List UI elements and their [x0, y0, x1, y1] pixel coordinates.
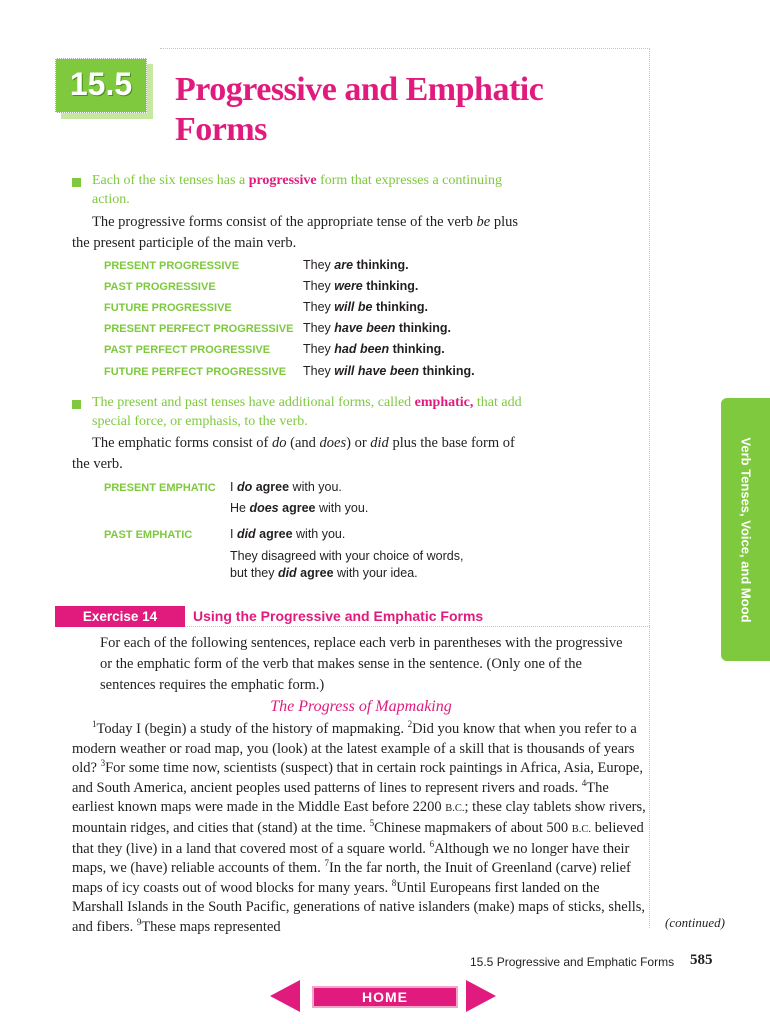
form-example: They will have been thinking.	[303, 364, 475, 378]
form-label: PRESENT EMPHATIC	[104, 482, 216, 494]
form-example: They will be thinking.	[303, 300, 429, 314]
form-example: They disagreed with your choice of words,	[230, 549, 464, 563]
exercise-instructions: For each of the following sentences, replace each verb in parentheses with the progressive or the emphatic form of the verb that makes sense in the sentence. (Only one of the sentences requires the emphatic form.)	[100, 635, 623, 693]
story-paragraph: $^1$Today I (begin) a study of the history of mapmaking. $^2$Did you know that when you refer to a modern weather or road map, you (look) at the latest example of a skill that is thousands of years old? $^3$For some time now, scientists (suspect) that in certain rock paintings in Africa, Asia, Europe, and South America, ancient peoples used patterns of lines to represent rivers and roads. $^4$The earliest known maps were made in the Middle East before 2200 B.C.; these clay tablets show rivers, mountain ridges, and cities that (stand) at the time. $^5$Chinese mapmakers of about 500 B.C. believed that they (live) in a land that covered most of a square world. $^6$Although we no longer have their maps, we (have) reliable accounts of them. $^7$In the far north, the Inuit of Greenland (carve) relief maps of icy coasts out of wood blocks for many years. $^8$Until Europeans first landed on the Marshall Islands in the South Pacific, generations of native islanders (make) maps of sticks, shells, and fibers. $^9$These maps represented	[72, 719, 646, 935]
form-label: PAST PROGRESSIVE	[104, 281, 216, 293]
square-bullet-icon	[72, 178, 81, 187]
form-label: FUTURE PERFECT PROGRESSIVE	[104, 366, 287, 378]
rule-emphatic: The present and past tenses have additional forms, called emphatic, that add special force, or emphasis, to the verb.	[92, 395, 522, 429]
previous-page-arrow-icon[interactable]	[270, 980, 300, 1012]
form-example: He does agree with you.	[230, 501, 369, 515]
top-dotted-rule	[160, 48, 650, 49]
exercise-title: Using the Progressive and Emphatic Forms	[193, 608, 484, 624]
continued-note: (continued)	[665, 915, 725, 930]
form-example: They are thinking.	[303, 258, 409, 272]
story-title: The Progress of Mapmaking	[270, 698, 452, 715]
form-label: PAST PERFECT PROGRESSIVE	[104, 344, 271, 356]
term-progressive: progressive	[248, 173, 317, 188]
form-example: They have been thinking.	[303, 321, 451, 335]
form-label: PRESENT PERFECT PROGRESSIVE	[104, 323, 294, 335]
page-number: 585	[690, 952, 713, 968]
form-label: PAST EMPHATIC	[104, 529, 193, 541]
exercise-label: Exercise 14	[82, 609, 158, 624]
form-label: FUTURE PROGRESSIVE	[104, 302, 232, 314]
form-example: I did agree with you.	[230, 527, 346, 541]
form-example: They were thinking.	[303, 279, 419, 293]
form-example: I do agree with you.	[230, 480, 342, 494]
home-button[interactable]: HOME	[312, 986, 458, 1008]
form-label: PRESENT PROGRESSIVE	[104, 260, 240, 272]
rule-emphatic-explanation: The emphatic forms consist of do (and does) or did plus the base form of the verb.	[72, 435, 515, 472]
page-title: Progressive and Emphatic Forms	[175, 71, 544, 148]
section-number: 15.5	[69, 66, 133, 102]
form-example: They had been thinking.	[303, 342, 445, 356]
rule-progressive: Each of the six tenses has a progressive form that expresses a continuing action.	[92, 173, 503, 207]
rule-progressive-explanation: The progressive forms consist of the appropriate tense of the verb be plus the present participle of the main verb.	[72, 214, 519, 251]
form-example: but they did agree with your idea.	[230, 566, 418, 580]
next-page-arrow-icon[interactable]	[466, 980, 496, 1012]
square-bullet-icon	[72, 400, 81, 409]
exercise-rule	[185, 626, 650, 627]
footer-section-label: 15.5 Progressive and Emphatic Forms	[470, 955, 675, 969]
chapter-side-tab-label: Verb Tenses, Voice, and Mood	[738, 436, 753, 623]
term-emphatic: emphatic,	[414, 395, 474, 410]
